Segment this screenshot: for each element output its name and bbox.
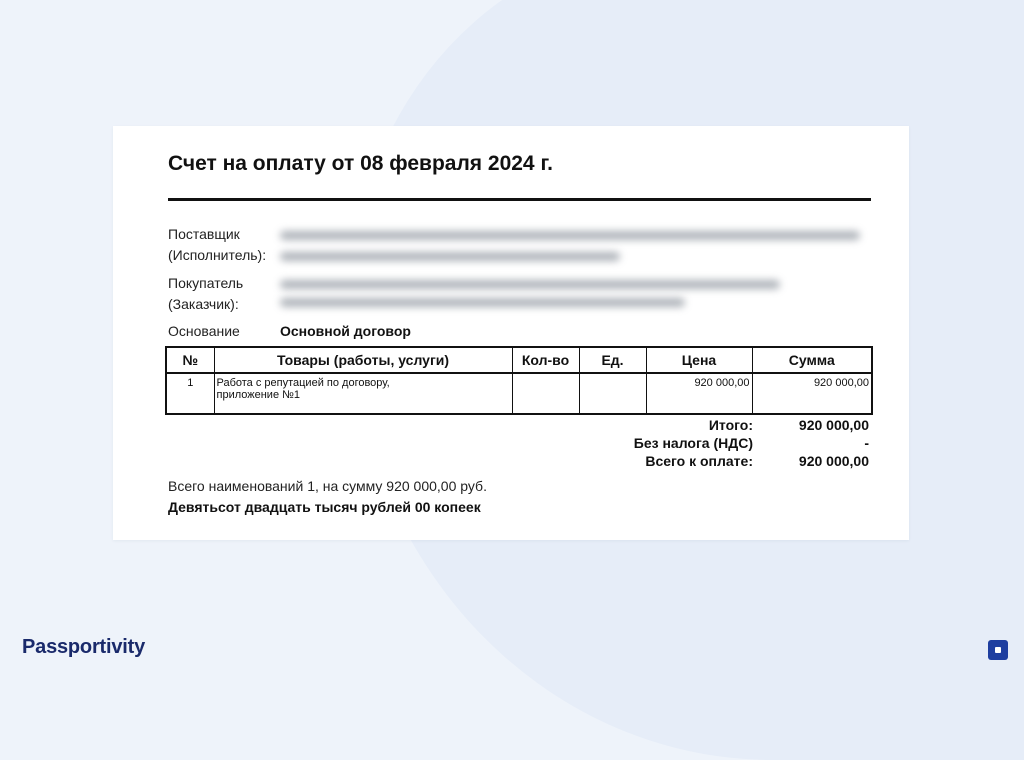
amount-due-row (533, 452, 869, 470)
invoice-title: Счет на оплату от 08 февраля 2024 г. (168, 152, 553, 175)
column-header-unit: Ед. (579, 347, 646, 373)
square-logo-icon (988, 640, 1008, 660)
vat-row (533, 434, 869, 452)
amount-due-value: 920 000,00 (798, 453, 869, 469)
column-header-sum: Сумма (752, 347, 872, 373)
supplier-label-line2: (Исполнитель): (168, 247, 267, 263)
row-price: 920 000,00 (646, 373, 752, 414)
column-header-price: Цена (646, 347, 752, 373)
total-label: Итого: (708, 417, 753, 433)
row-unit (579, 373, 646, 414)
row-item-name-line2: приложение №1 (216, 389, 301, 401)
column-header-number: № (166, 347, 214, 373)
vat-value: - (864, 435, 869, 451)
title-divider (168, 198, 871, 201)
row-number: 1 (166, 373, 214, 414)
brand-logo: Passportivity (22, 636, 146, 658)
total-row (533, 416, 869, 434)
supplier-label-line1: Поставщик (168, 226, 240, 242)
vat-label: Без налога (НДС) (633, 435, 753, 451)
buyer-label-line1: Покупатель (168, 275, 244, 291)
buyer-label (168, 273, 243, 315)
column-header-goods: Товары (работы, услуги) (214, 347, 512, 373)
basis-value: Основной договор (280, 323, 411, 339)
row-item-name-line1: Работа с репутацией по договору, (216, 377, 390, 389)
invoice-document (113, 126, 909, 540)
items-summary: Всего наименований 1, на сумму 920 000,00 руб. (168, 478, 487, 494)
row-item-name (214, 373, 512, 414)
row-sum: 920 000,00 (752, 373, 872, 414)
basis-label: Основание (168, 323, 240, 339)
totals-block (533, 416, 869, 470)
amount-due-label: Всего к оплате: (645, 453, 753, 469)
column-header-quantity: Кол-во (512, 347, 579, 373)
table-row (166, 373, 872, 414)
table-header-row (166, 347, 872, 373)
supplier-details-redacted (280, 252, 620, 261)
supplier-label (168, 224, 266, 266)
items-table (165, 346, 873, 415)
amount-in-words: Девятьсот двадцать тысяч рублей 00 копеек (168, 499, 481, 515)
row-quantity (512, 373, 579, 414)
buyer-label-line2: (Заказчик): (168, 296, 239, 312)
supplier-details-redacted (280, 231, 860, 240)
buyer-details-redacted (280, 298, 685, 307)
total-value: 920 000,00 (798, 417, 869, 433)
buyer-details-redacted (280, 280, 780, 289)
